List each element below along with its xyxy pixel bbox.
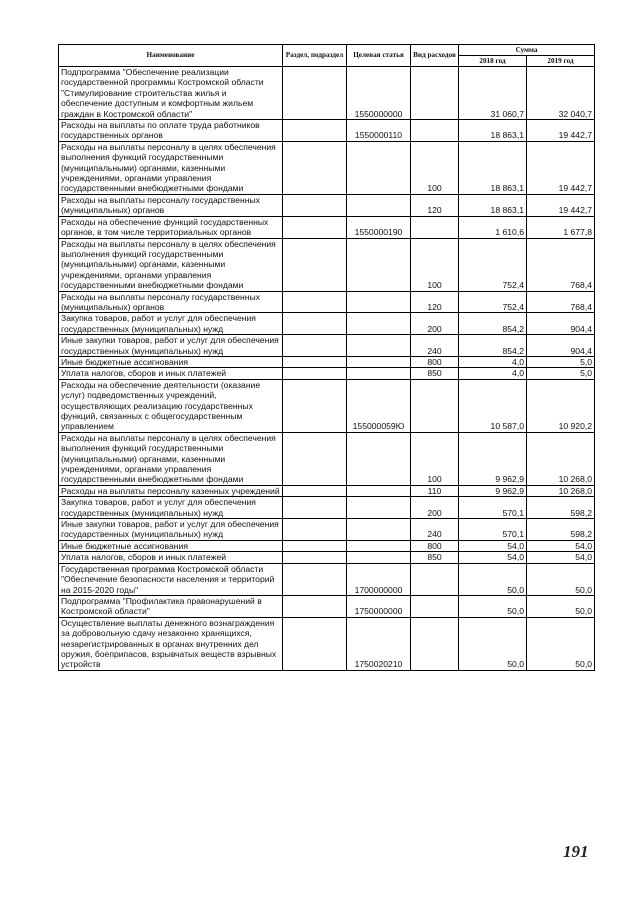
- row-name: Государственная программа Костромской области "Обеспечение безопасности населения и территорий на 2015-2020 годы": [59, 563, 283, 595]
- row-target: [347, 519, 411, 541]
- row-2018: 854,2: [459, 313, 527, 335]
- row-target: [347, 432, 411, 485]
- row-section: [283, 540, 347, 551]
- row-kind: 100: [411, 432, 459, 485]
- row-2019: 50,0: [527, 617, 595, 670]
- row-section: [283, 216, 347, 238]
- row-section: [283, 368, 347, 379]
- row-section: [283, 497, 347, 519]
- row-2018: 9 962,9: [459, 485, 527, 496]
- row-2018: 54,0: [459, 540, 527, 551]
- row-2019: 5,0: [527, 368, 595, 379]
- header-2019: 2019 год: [527, 56, 595, 67]
- row-2018: 4,0: [459, 368, 527, 379]
- row-name: Расходы на выплаты персоналу казенных учреждений: [59, 485, 283, 496]
- row-kind: [411, 216, 459, 238]
- header-kind: Вид расходов: [411, 45, 459, 67]
- table-row: [59, 67, 595, 120]
- header-2018: 2018 год: [459, 56, 527, 67]
- row-target: 1550000000: [347, 67, 411, 120]
- row-name: Осуществление выплаты денежного вознаграждения за добровольную сдачу незаконно хранящихся, незарегистрированных в органах внутренних дел оружия, боеприпасов, взрывчатых веществ взрывных устройств: [59, 617, 283, 670]
- table-row: [59, 432, 595, 485]
- row-section: [283, 141, 347, 194]
- row-2019: 50,0: [527, 563, 595, 595]
- row-kind: 200: [411, 313, 459, 335]
- table-row: [59, 540, 595, 551]
- row-2018: 570,1: [459, 497, 527, 519]
- table-row: [59, 552, 595, 563]
- row-target: 155000059Ю: [347, 379, 411, 432]
- row-target: [347, 485, 411, 496]
- row-kind: [411, 67, 459, 120]
- budget-table: [58, 44, 595, 671]
- row-name: Подпрограмма "Обеспечение реализации государственной программы Костромской области "Стимулирование строительства жилья и обеспечение доступным и комфортным жильем граждан в Костромской области": [59, 67, 283, 120]
- row-section: [283, 120, 347, 142]
- row-kind: 800: [411, 356, 459, 367]
- row-kind: [411, 379, 459, 432]
- table-row: [59, 356, 595, 367]
- row-kind: 200: [411, 497, 459, 519]
- table-row: [59, 141, 595, 194]
- row-2019: 54,0: [527, 552, 595, 563]
- row-section: [283, 313, 347, 335]
- row-name: Закупка товаров, работ и услуг для обеспечения государственных (муниципальных) нужд: [59, 313, 283, 335]
- row-name: Расходы на выплаты персоналу в целях обеспечения выполнения функций государственными (муниципальными) органами, казенными учреждениями, органами управления государственными внебюджетными фондами: [59, 238, 283, 291]
- row-kind: 800: [411, 540, 459, 551]
- row-kind: 850: [411, 552, 459, 563]
- row-2019: 598,2: [527, 519, 595, 541]
- table-header: [59, 45, 595, 67]
- row-kind: [411, 563, 459, 595]
- row-name: Расходы на выплаты персоналу государственных (муниципальных) органов: [59, 291, 283, 313]
- row-name: Расходы на выплаты персоналу государственных (муниципальных) органов: [59, 194, 283, 216]
- row-2018: 50,0: [459, 617, 527, 670]
- row-section: [283, 432, 347, 485]
- table-row: [59, 595, 595, 617]
- row-section: [283, 519, 347, 541]
- table-row: [59, 216, 595, 238]
- row-section: [283, 379, 347, 432]
- row-name: Расходы на выплаты персоналу в целях обеспечения выполнения функций государственными (муниципальными) органами, казенными учреждениями, органами управления государственными внебюджетными фондами: [59, 432, 283, 485]
- row-section: [283, 617, 347, 670]
- row-2018: 10 587,0: [459, 379, 527, 432]
- row-section: [283, 335, 347, 357]
- row-2019: 598,2: [527, 497, 595, 519]
- row-target: 1750020210: [347, 617, 411, 670]
- row-2019: 19 442,7: [527, 194, 595, 216]
- row-target: 1700000000: [347, 563, 411, 595]
- table-row: [59, 313, 595, 335]
- row-section: [283, 485, 347, 496]
- row-2018: 18 863,1: [459, 141, 527, 194]
- row-kind: 240: [411, 519, 459, 541]
- header-sum: Сумма: [459, 45, 595, 56]
- row-target: [347, 368, 411, 379]
- row-target: [347, 335, 411, 357]
- row-2018: 54,0: [459, 552, 527, 563]
- row-name: Расходы на выплаты персоналу в целях обеспечения выполнения функций государственными (муниципальными) органами, казенными учреждениями, органами управления государственными внебюджетными фондами: [59, 141, 283, 194]
- row-2019: 768,4: [527, 238, 595, 291]
- row-kind: [411, 595, 459, 617]
- row-2019: 5,0: [527, 356, 595, 367]
- row-name: Закупка товаров, работ и услуг для обеспечения государственных (муниципальных) нужд: [59, 497, 283, 519]
- row-2018: 18 863,1: [459, 194, 527, 216]
- row-name: Уплата налогов, сборов и иных платежей: [59, 368, 283, 379]
- row-2019: 10 268,0: [527, 432, 595, 485]
- row-target: [347, 313, 411, 335]
- row-2018: 4,0: [459, 356, 527, 367]
- row-name: Расходы на обеспечение деятельности (оказание услуг) подведомственных учреждений, осуществляющих реализацию государственных функций, связанных с общегосударственным управлением: [59, 379, 283, 432]
- row-2018: 50,0: [459, 563, 527, 595]
- table-body: [59, 67, 595, 671]
- table-row: [59, 194, 595, 216]
- table-row: [59, 519, 595, 541]
- table-row: [59, 485, 595, 496]
- row-2019: 50,0: [527, 595, 595, 617]
- table-row: [59, 238, 595, 291]
- row-target: 1550000110: [347, 120, 411, 142]
- row-2019: 768,4: [527, 291, 595, 313]
- row-2019: 1 677,8: [527, 216, 595, 238]
- header-name: Наименование: [59, 45, 283, 67]
- row-kind: 120: [411, 194, 459, 216]
- row-2018: 570,1: [459, 519, 527, 541]
- row-section: [283, 67, 347, 120]
- row-kind: 100: [411, 238, 459, 291]
- row-section: [283, 238, 347, 291]
- row-name: Расходы на выплаты по оплате труда работников государственных органов: [59, 120, 283, 142]
- row-target: [347, 540, 411, 551]
- row-kind: 850: [411, 368, 459, 379]
- row-2019: 19 442,7: [527, 141, 595, 194]
- row-name: Расходы на обеспечение функций государственных органов, в том числе территориальных органов: [59, 216, 283, 238]
- table-row: [59, 379, 595, 432]
- row-2019: 19 442,7: [527, 120, 595, 142]
- row-2019: 904,4: [527, 313, 595, 335]
- row-2018: 752,4: [459, 291, 527, 313]
- table-row: [59, 563, 595, 595]
- page-number: 191: [563, 842, 589, 861]
- row-2018: 9 962,9: [459, 432, 527, 485]
- row-2019: 32 040,7: [527, 67, 595, 120]
- row-2018: 854,2: [459, 335, 527, 357]
- row-name: Иные бюджетные ассигнования: [59, 540, 283, 551]
- row-target: 1550000190: [347, 216, 411, 238]
- row-section: [283, 194, 347, 216]
- table-row: [59, 497, 595, 519]
- row-kind: 110: [411, 485, 459, 496]
- row-2018: 1 610,6: [459, 216, 527, 238]
- row-target: [347, 552, 411, 563]
- row-2018: 752,4: [459, 238, 527, 291]
- table-row: [59, 291, 595, 313]
- row-section: [283, 291, 347, 313]
- row-2018: 18 863,1: [459, 120, 527, 142]
- table-row: [59, 335, 595, 357]
- row-name: Подпрограмма "Профилактика правонарушений в Костромской области": [59, 595, 283, 617]
- header-target: Целевая статья: [347, 45, 411, 67]
- row-kind: 240: [411, 335, 459, 357]
- row-section: [283, 563, 347, 595]
- row-name: Иные бюджетные ассигнования: [59, 356, 283, 367]
- row-target: [347, 238, 411, 291]
- row-2019: 10 920,2: [527, 379, 595, 432]
- row-kind: [411, 120, 459, 142]
- row-2018: 50,0: [459, 595, 527, 617]
- row-2019: 904,4: [527, 335, 595, 357]
- row-section: [283, 356, 347, 367]
- table-row: [59, 617, 595, 670]
- row-2019: 54,0: [527, 540, 595, 551]
- row-target: [347, 141, 411, 194]
- row-kind: 100: [411, 141, 459, 194]
- row-2018: 31 060,7: [459, 67, 527, 120]
- row-section: [283, 552, 347, 563]
- row-section: [283, 595, 347, 617]
- row-2019: 10 268,0: [527, 485, 595, 496]
- row-target: [347, 194, 411, 216]
- table-row: [59, 368, 595, 379]
- row-target: [347, 497, 411, 519]
- row-kind: 120: [411, 291, 459, 313]
- row-name: Уплата налогов, сборов и иных платежей: [59, 552, 283, 563]
- row-target: 1750000000: [347, 595, 411, 617]
- row-target: [347, 291, 411, 313]
- table-row: [59, 120, 595, 142]
- header-section: Раздел, подраздел: [283, 45, 347, 67]
- row-target: [347, 356, 411, 367]
- row-name: Иные закупки товаров, работ и услуг для обеспечения государственных (муниципальных) нужд: [59, 519, 283, 541]
- row-name: Иные закупки товаров, работ и услуг для обеспечения государственных (муниципальных) нужд: [59, 335, 283, 357]
- row-kind: [411, 617, 459, 670]
